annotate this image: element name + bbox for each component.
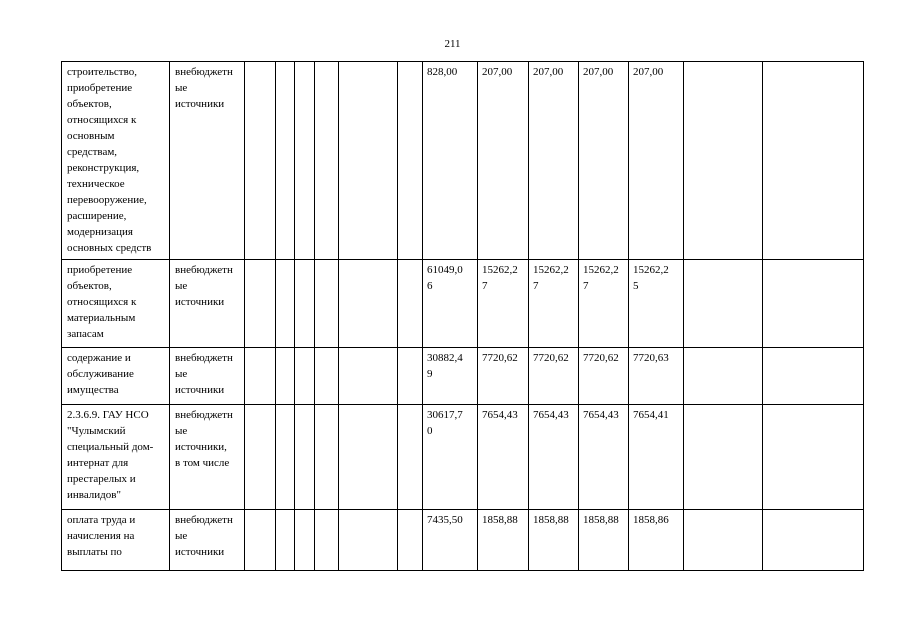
activity-name-cell: оплата труда и начисления на выплаты по bbox=[62, 510, 170, 571]
year-amount-cell: 15262,2 5 bbox=[629, 260, 684, 348]
year-amount-cell: 7720,62 bbox=[579, 348, 629, 405]
empty-cell bbox=[295, 348, 315, 405]
empty-cell bbox=[763, 510, 864, 571]
funding-source-cell: внебюджетн ые источники bbox=[170, 510, 245, 571]
empty-cell bbox=[245, 348, 276, 405]
year-amount-cell: 7720,62 bbox=[478, 348, 529, 405]
year-amount-cell: 7654,43 bbox=[478, 405, 529, 510]
empty-cell bbox=[684, 510, 763, 571]
budget-table bbox=[61, 61, 864, 571]
total-amount-cell: 828,00 bbox=[423, 62, 478, 260]
empty-cell bbox=[245, 260, 276, 348]
empty-cell bbox=[295, 510, 315, 571]
empty-cell bbox=[315, 510, 339, 571]
year-amount-cell: 1858,86 bbox=[629, 510, 684, 571]
year-amount-cell: 7654,41 bbox=[629, 405, 684, 510]
empty-cell bbox=[398, 405, 423, 510]
empty-cell bbox=[339, 405, 398, 510]
activity-name-cell: приобретение объектов, относящихся к материальным запасам bbox=[62, 260, 170, 348]
empty-cell bbox=[315, 405, 339, 510]
empty-cell bbox=[398, 62, 423, 260]
empty-cell bbox=[245, 405, 276, 510]
total-amount-cell: 30882,4 9 bbox=[423, 348, 478, 405]
empty-cell bbox=[276, 405, 295, 510]
year-amount-cell: 7654,43 bbox=[579, 405, 629, 510]
empty-cell bbox=[684, 260, 763, 348]
year-amount-cell: 207,00 bbox=[579, 62, 629, 260]
empty-cell bbox=[763, 348, 864, 405]
empty-cell bbox=[398, 260, 423, 348]
funding-source-cell: внебюджетн ые источники bbox=[170, 348, 245, 405]
year-amount-cell: 7720,63 bbox=[629, 348, 684, 405]
empty-cell bbox=[315, 348, 339, 405]
empty-cell bbox=[339, 510, 398, 571]
empty-cell bbox=[245, 62, 276, 260]
total-amount-cell: 30617,7 0 bbox=[423, 405, 478, 510]
empty-cell bbox=[684, 62, 763, 260]
empty-cell bbox=[398, 348, 423, 405]
total-amount-cell: 61049,0 6 bbox=[423, 260, 478, 348]
activity-name-cell: содержание и обслуживание имущества bbox=[62, 348, 170, 405]
funding-source-cell: внебюджетн ые источники, в том числе bbox=[170, 405, 245, 510]
activity-name-cell: строительство, приобретение объектов, относящихся к основным средствам, реконструкция, техническое перевооружение, расширение, модернизация основных средств bbox=[62, 62, 170, 260]
year-amount-cell: 15262,2 7 bbox=[579, 260, 629, 348]
empty-cell bbox=[763, 260, 864, 348]
empty-cell bbox=[339, 260, 398, 348]
empty-cell bbox=[398, 510, 423, 571]
funding-source-cell: внебюджетн ые источники bbox=[170, 62, 245, 260]
empty-cell bbox=[684, 405, 763, 510]
page-number: 211 bbox=[444, 38, 461, 50]
empty-cell bbox=[276, 62, 295, 260]
empty-cell bbox=[276, 510, 295, 571]
table-row bbox=[62, 260, 864, 348]
year-amount-cell: 15262,2 7 bbox=[529, 260, 579, 348]
year-amount-cell: 1858,88 bbox=[579, 510, 629, 571]
empty-cell bbox=[295, 260, 315, 348]
year-amount-cell: 7654,43 bbox=[529, 405, 579, 510]
empty-cell bbox=[276, 260, 295, 348]
year-amount-cell: 7720,62 bbox=[529, 348, 579, 405]
empty-cell bbox=[763, 62, 864, 260]
empty-cell bbox=[763, 405, 864, 510]
funding-source-cell: внебюджетн ые источники bbox=[170, 260, 245, 348]
table-row bbox=[62, 348, 864, 405]
year-amount-cell: 207,00 bbox=[629, 62, 684, 260]
table-row bbox=[62, 510, 864, 571]
empty-cell bbox=[295, 62, 315, 260]
empty-cell bbox=[276, 348, 295, 405]
total-amount-cell: 7435,50 bbox=[423, 510, 478, 571]
empty-cell bbox=[684, 348, 763, 405]
empty-cell bbox=[315, 62, 339, 260]
empty-cell bbox=[339, 62, 398, 260]
empty-cell bbox=[339, 348, 398, 405]
year-amount-cell: 1858,88 bbox=[478, 510, 529, 571]
year-amount-cell: 15262,2 7 bbox=[478, 260, 529, 348]
year-amount-cell: 207,00 bbox=[529, 62, 579, 260]
empty-cell bbox=[315, 260, 339, 348]
year-amount-cell: 1858,88 bbox=[529, 510, 579, 571]
year-amount-cell: 207,00 bbox=[478, 62, 529, 260]
empty-cell bbox=[245, 510, 276, 571]
table-row bbox=[62, 405, 864, 510]
table-row bbox=[62, 62, 864, 260]
empty-cell bbox=[295, 405, 315, 510]
activity-name-cell: 2.3.6.9. ГАУ НСО "Чулымский специальный дом- интернат для престарелых и инвалидов" bbox=[62, 405, 170, 510]
